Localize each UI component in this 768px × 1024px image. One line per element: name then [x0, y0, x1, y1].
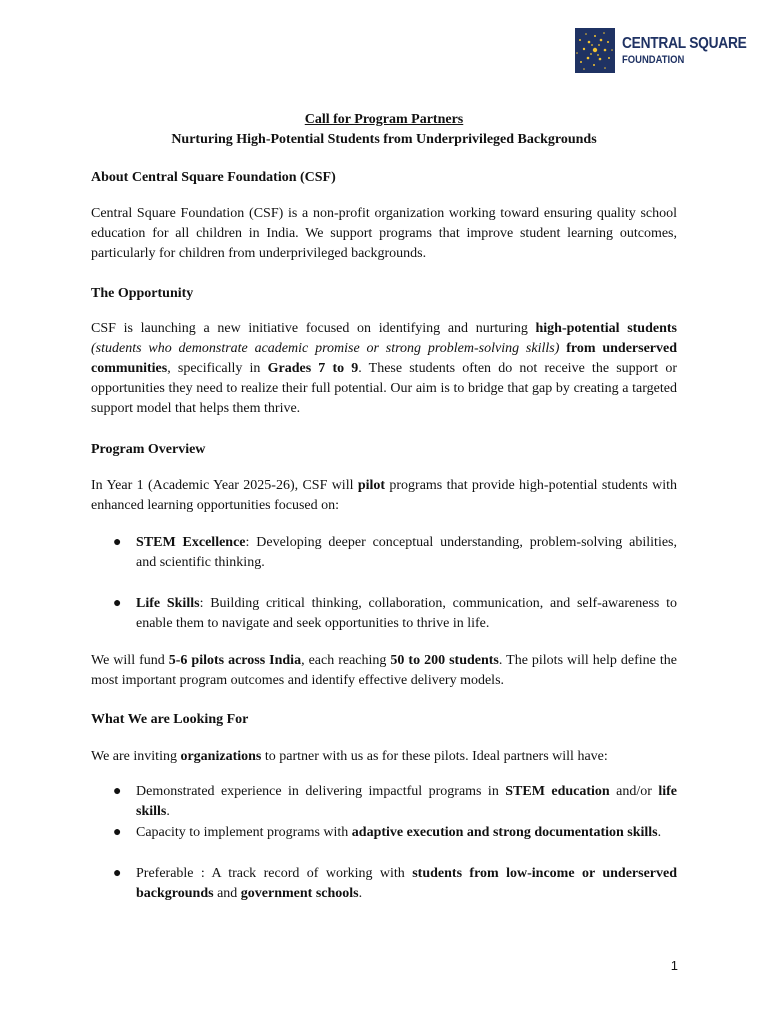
text-run: and/or	[609, 784, 659, 799]
text-run-bold: organizations	[180, 749, 262, 764]
text-run-bold: 5-6 pilots across India	[168, 653, 302, 668]
list-item-text	[136, 864, 677, 904]
list-item-text	[136, 533, 677, 573]
overview-heading: Program Overview	[91, 442, 206, 457]
csf-logo	[575, 28, 767, 73]
text-run: We are inviting	[91, 749, 181, 764]
text-run: CSF is launching a new initiative focused on identifying and nurturing	[91, 321, 536, 336]
text-run-bold: Life Skills	[136, 596, 200, 611]
list-item	[113, 594, 677, 634]
looking-heading: What We are Looking For	[91, 712, 249, 727]
about-heading: About Central Square Foundation (CSF)	[91, 170, 336, 185]
bullet-icon: ●	[113, 535, 122, 550]
text-run: Demonstrated experience in delivering impactful programs in	[136, 784, 506, 799]
text-run: . These students often do not receive the support or opportunities they need to realize their full potential. Our aim is to bridge that gap by creating a targeted support model that helps them thrive.	[91, 361, 677, 416]
text-run: . The pilots will help define the most important program outcomes and identify effective delivery models.	[91, 653, 677, 688]
list-item-text	[136, 823, 677, 843]
document-subtitle: Nurturing High-Potential Students from Underprivileged Backgrounds	[171, 132, 597, 147]
text-run-bold: students from low-income or underserved backgrounds	[136, 866, 677, 901]
page-number: 1	[670, 958, 678, 973]
opportunity-paragraph	[91, 319, 677, 419]
logo-line2: FOUNDATION	[622, 53, 685, 66]
looking-paragraph	[91, 747, 677, 767]
text-run: programs that provide high-potential students with enhanced learning opportunities focused on:	[91, 478, 677, 513]
text-run-bold: Grades 7 to 9	[267, 361, 359, 376]
text-run-bold: life skills	[136, 784, 678, 819]
text-run-italic: (students who demonstrate academic promise or strong problem-solving skills)	[91, 341, 560, 356]
text-run-bold: government schools	[240, 886, 359, 901]
bullet-icon: ●	[113, 596, 122, 611]
text-run: We will fund	[91, 653, 169, 668]
text-run: Preferable : A track record of working with	[136, 866, 413, 881]
about-paragraph: Central Square Foundation (CSF) is a non-profit organization working toward ensuring quality school education for all children in India. We support programs that improve student learning outcomes, particularly for children from underprivileged backgrounds.	[91, 206, 677, 261]
text-run: In Year 1 (Academic Year 2025-26), CSF will	[91, 478, 358, 493]
bullet-icon: ●	[113, 866, 122, 881]
bullet-icon: ●	[113, 784, 122, 799]
text-run-bold: 50 to 200 students	[390, 653, 499, 668]
text-run: , specifically in	[167, 361, 268, 376]
text-run: : Building critical thinking, collaboration, communication, and self-awareness to enable them to navigate and seek opportunities to thrive in life.	[136, 596, 678, 631]
logo-line1: CENTRAL SQUARE	[622, 34, 747, 52]
list-item	[113, 782, 677, 822]
text-run: and	[213, 886, 241, 901]
text-run: Capacity to implement programs with	[136, 825, 352, 840]
logo-mark-icon	[575, 28, 615, 73]
text-run: to partner with us as for these pilots. Ideal partners will have:	[261, 749, 608, 764]
list-item	[113, 533, 677, 573]
text-run: : Developing deeper conceptual understanding, problem-solving abilities, and scientific thinking.	[136, 535, 677, 570]
text-run: .	[358, 886, 363, 901]
text-run-bold: from underserved communities	[91, 341, 678, 376]
list-item-text	[136, 594, 677, 634]
list-item	[113, 823, 677, 843]
list-item	[113, 864, 677, 904]
list-item-text	[136, 782, 677, 822]
document-title: Call for Program Partners	[304, 112, 464, 127]
bullet-icon: ●	[113, 825, 122, 840]
text-run-bold: STEM Excellence	[136, 535, 246, 550]
text-run-bold: adaptive execution and strong documentation skills	[351, 825, 658, 840]
opportunity-heading: The Opportunity	[91, 286, 194, 301]
funding-paragraph	[91, 651, 677, 691]
overview-paragraph	[91, 476, 677, 516]
text-run-bold: pilot	[357, 478, 386, 493]
text-run: .	[166, 804, 170, 819]
text-run-bold: STEM education	[505, 784, 610, 799]
text-run-bold: high-potential students	[535, 321, 677, 336]
logo-wordmark	[622, 36, 767, 66]
text-run: , each reaching	[301, 653, 391, 668]
text-run: .	[657, 825, 662, 840]
